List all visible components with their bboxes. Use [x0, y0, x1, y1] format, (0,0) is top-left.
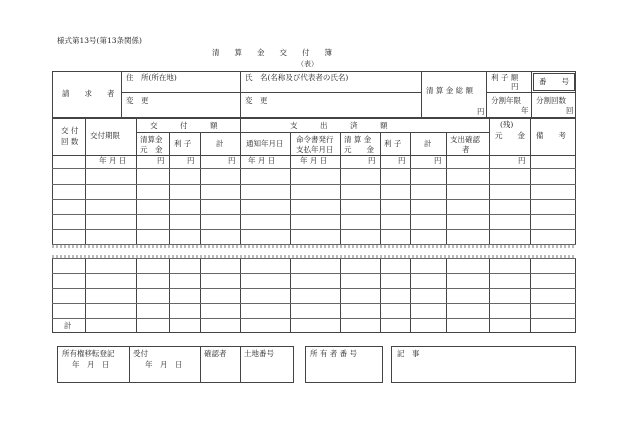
unit-yen-7: 円 [518, 156, 526, 165]
col-kofu-gaku: 交 付 額 [150, 121, 218, 130]
col-seisan-gankin2-2: 元 金 [344, 145, 374, 154]
seisan-total-yen: 円 [477, 107, 485, 116]
seisan-total-label: 清 算 金 総 額 [426, 86, 474, 95]
address-label: 住 所(所在地) [126, 73, 177, 82]
col-seisan-gankin-2: 元 金 [140, 145, 163, 154]
col-meireisho-2: 支払年月日 [296, 145, 334, 154]
col-zan: (残) [500, 120, 514, 129]
footer-ishi-date: 年 月 日 [72, 360, 110, 369]
col-kei: 計 [216, 139, 224, 148]
col-meireisho-1: 命令書発行 [296, 135, 334, 144]
unit-yen-3: 円 [228, 156, 236, 165]
interest-yen: 円 [511, 82, 519, 91]
installment-count-unit: 回 [566, 106, 574, 115]
henko-label-2: 変 更 [245, 96, 268, 105]
col-shishutsu: 支 出 済 額 [290, 121, 388, 130]
col-kakuninsha-1: 支出確認 [450, 135, 480, 144]
unit-date-1: 年 月 日 [99, 156, 127, 165]
footer-kiji: 記 事 [397, 349, 420, 358]
form-id: 様式第13号(第13条関係) [57, 36, 142, 45]
footer-kakuninsha: 確認者 [204, 349, 227, 358]
col-seisan-gankin-1: 清算金 [140, 135, 163, 144]
footer-shoyusha-bango: 所 有 者 番 号 [310, 349, 358, 358]
footer-uketsuke: 受付 [133, 349, 148, 358]
page-subtitle: （表） [297, 60, 318, 68]
installment-years-label: 分割年限 [491, 96, 521, 105]
bango-label: 番 号 [539, 77, 569, 86]
page-title: 清 算 金 交 付 簿 [212, 48, 332, 57]
col-rishi2: 利 子 [384, 139, 402, 148]
henko-label-1: 変 更 [126, 96, 149, 105]
unit-yen-2: 円 [187, 156, 195, 165]
name-label: 氏 名(名称及び代表者の氏名) [245, 73, 349, 82]
footer-ishi-toki: 所有権移転登記 [62, 349, 115, 358]
unit-yen-1: 円 [157, 156, 165, 165]
unit-date-3: 年 月 日 [300, 156, 328, 165]
col-kofu-kaisu-1: 交 付 [61, 126, 79, 135]
installment-count-label: 分割回数 [536, 96, 566, 105]
col-kofu-kaisu-2: 回 数 [61, 137, 79, 146]
col-seisan-gankin2-1: 清 算 金 [344, 135, 372, 144]
footer-tochi-bango: 土地番号 [244, 349, 274, 358]
seikyusha-label: 請 求 者 [62, 89, 115, 98]
col-kei2: 計 [424, 139, 432, 148]
unit-yen-6: 円 [434, 156, 442, 165]
unit-date-2: 年 月 日 [248, 156, 276, 165]
col-rishi: 利 子 [174, 139, 192, 148]
interest-rate-label: 利 子 額 [491, 73, 519, 82]
col-tsuchi: 通知年月日 [246, 139, 284, 148]
footer-uketsuke-date: 年 月 日 [145, 360, 183, 369]
col-kakuninsha-2: 者 [462, 145, 470, 154]
col-kofu-kigen: 交付期限 [90, 131, 120, 140]
unit-yen-4: 円 [368, 156, 376, 165]
installment-years-unit: 年 [521, 106, 529, 115]
total-label: 計 [64, 321, 72, 330]
unit-yen-5: 円 [398, 156, 406, 165]
col-zan-gankin: 元 金 [495, 131, 525, 140]
col-biko: 備 考 [536, 131, 566, 140]
